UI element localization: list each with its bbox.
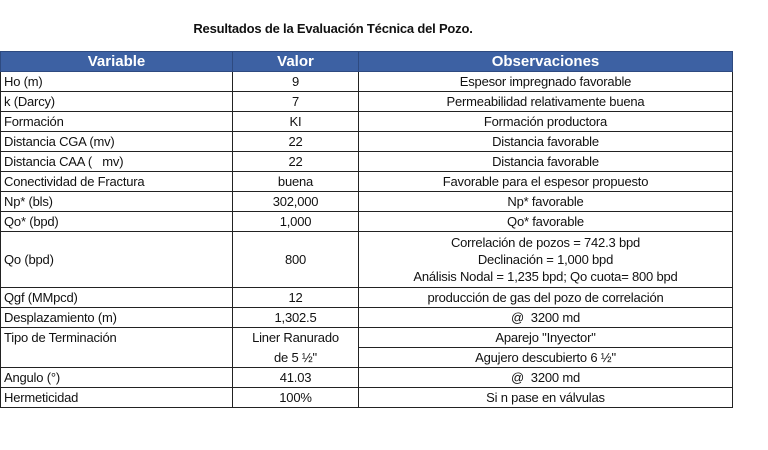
- cell-obs: Qo* favorable: [359, 212, 733, 232]
- cell-obs: Agujero descubierto 6 ½": [359, 348, 733, 368]
- cell-variable: Formación: [1, 112, 233, 132]
- cell-valor: 7: [233, 92, 359, 112]
- table-row: [1, 92, 733, 112]
- obs-line: Declinación = 1,000 bpd: [477, 252, 614, 267]
- table-row: [1, 328, 733, 348]
- header-variable: Variable: [1, 52, 233, 72]
- cell-valor: 41.03: [233, 368, 359, 388]
- cell-obs: Aparejo "Inyector": [359, 328, 733, 348]
- cell-variable: Tipo de Terminación: [1, 328, 233, 348]
- header-observaciones: Observaciones: [359, 52, 733, 72]
- cell-obs: Distancia favorable: [359, 152, 733, 172]
- table-row: [1, 152, 733, 172]
- cell-obs: Distancia favorable: [359, 132, 733, 152]
- obs-line: Correlación de pozos = 742.3 bpd: [450, 235, 641, 250]
- cell-obs: @ 3200 md: [359, 368, 733, 388]
- table-row: [1, 348, 733, 368]
- cell-obs: [359, 232, 733, 288]
- cell-variable: Angulo (°): [1, 368, 233, 388]
- cell-variable: Qgf (MMpcd): [1, 288, 233, 308]
- cell-variable: Qo* (bpd): [1, 212, 233, 232]
- table-row: [1, 232, 733, 288]
- cell-variable: Hermeticidad: [1, 388, 233, 408]
- results-table: [0, 51, 733, 408]
- table-row: [1, 388, 733, 408]
- cell-valor: 302,000: [233, 192, 359, 212]
- cell-valor: 1,000: [233, 212, 359, 232]
- cell-variable: [1, 348, 233, 368]
- table-title: Resultados de la Evaluación Técnica del Pozo.: [193, 21, 473, 36]
- cell-valor: 12: [233, 288, 359, 308]
- cell-valor: de 5 ½": [233, 348, 359, 368]
- cell-variable: Qo (bpd): [1, 232, 233, 288]
- table-row: [1, 72, 733, 92]
- cell-obs: Np* favorable: [359, 192, 733, 212]
- cell-variable: Distancia CGA (mv): [1, 132, 233, 152]
- table-row: [1, 368, 733, 388]
- cell-valor: buena: [233, 172, 359, 192]
- table-row: [1, 132, 733, 152]
- table-row: [1, 192, 733, 212]
- table-row: [1, 112, 733, 132]
- cell-valor: 100%: [233, 388, 359, 408]
- cell-variable: Desplazamiento (m): [1, 308, 233, 328]
- cell-variable: Ho (m): [1, 72, 233, 92]
- header-valor: Valor: [233, 52, 359, 72]
- cell-obs: Favorable para el espesor propuesto: [359, 172, 733, 192]
- cell-variable: Conectividad de Fractura: [1, 172, 233, 192]
- cell-valor: 800: [233, 232, 359, 288]
- cell-obs: producción de gas del pozo de correlación: [359, 288, 733, 308]
- cell-valor: Liner Ranurado: [233, 328, 359, 348]
- cell-valor: 1,302.5: [233, 308, 359, 328]
- cell-obs: @ 3200 md: [359, 308, 733, 328]
- table-row: [1, 212, 733, 232]
- cell-obs: Permeabilidad relativamente buena: [359, 92, 733, 112]
- table-row: [1, 172, 733, 192]
- cell-variable: k (Darcy): [1, 92, 233, 112]
- table-row: [1, 308, 733, 328]
- cell-obs: Formación productora: [359, 112, 733, 132]
- cell-valor: 22: [233, 132, 359, 152]
- table-row: [1, 288, 733, 308]
- obs-line: Análisis Nodal = 1,235 bpd; Qo cuota= 800 bpd: [413, 269, 678, 284]
- cell-variable: Np* (bls): [1, 192, 233, 212]
- cell-obs: Si n pase en válvulas: [359, 388, 733, 408]
- cell-variable: Distancia CAA ( mv): [1, 152, 233, 172]
- header-row: [1, 52, 733, 72]
- cell-valor: KI: [233, 112, 359, 132]
- cell-valor: 9: [233, 72, 359, 92]
- cell-valor: 22: [233, 152, 359, 172]
- cell-obs: Espesor impregnado favorable: [359, 72, 733, 92]
